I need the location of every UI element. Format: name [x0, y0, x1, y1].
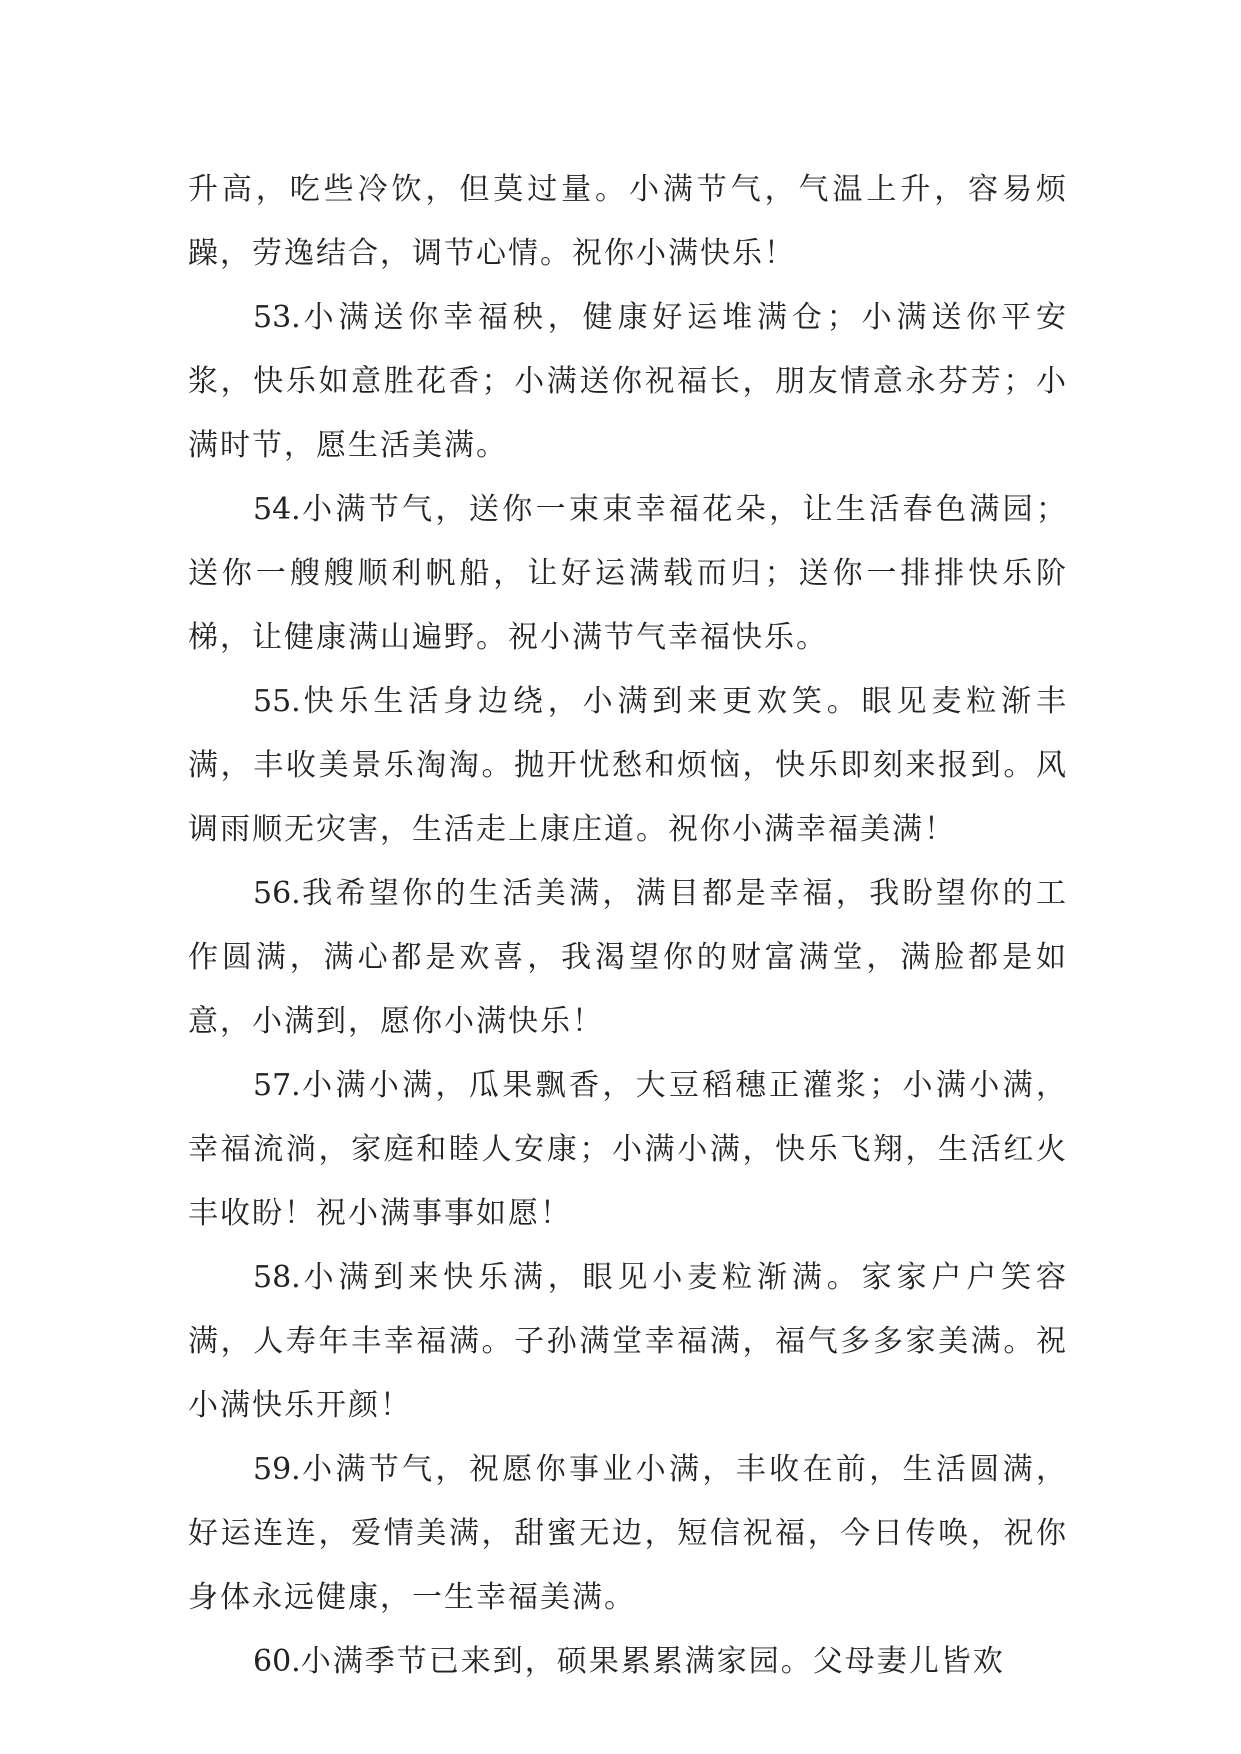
- paragraph-55: [188, 670, 1068, 862]
- paragraph-number: 54.: [253, 492, 301, 527]
- paragraph-60: [188, 1630, 1068, 1694]
- paragraph-number: 53.: [253, 300, 301, 335]
- paragraph-56: [188, 862, 1068, 1054]
- paragraph-continued: [188, 158, 1068, 286]
- paragraph-text: 升高，吃些冷饮，但莫过量。小满节气，气温上升，容易烦躁，劳逸结合，调节心情。祝你小满快乐！: [188, 172, 1068, 271]
- paragraph-text: 我希望你的生活美满，满目都是幸福，我盼望你的工作圆满，满心都是欢喜，我渴望你的财富满堂，满脸都是如意，小满到，愿你小满快乐！: [188, 876, 1068, 1039]
- paragraph-number: 60.: [253, 1644, 301, 1679]
- paragraph-59: [188, 1438, 1068, 1630]
- paragraph-text: 小满节气，送你一束束幸福花朵，让生活春色满园；送你一艘艘顺利帆船，让好运满载而归；送你一排排快乐阶梯，让健康满山遍野。祝小满节气幸福快乐。: [188, 492, 1068, 655]
- paragraph-57: [188, 1054, 1068, 1246]
- paragraph-text: 小满送你幸福秧，健康好运堆满仓；小满送你平安浆，快乐如意胜花香；小满送你祝福长，朋友情意永芬芳；小满时节，愿生活美满。: [188, 300, 1068, 463]
- paragraph-54: [188, 478, 1068, 670]
- paragraph-text: 小满节气，祝愿你事业小满，丰收在前，生活圆满，好运连连，爱情美满，甜蜜无边，短信祝福，今日传唤，祝你身体永远健康，一生幸福美满。: [188, 1452, 1068, 1615]
- paragraph-53: [188, 286, 1068, 478]
- paragraph-text: 小满季节已来到，硕果累累满家园。父母妻儿皆欢: [300, 1644, 1005, 1679]
- paragraph-number: 58.: [253, 1260, 301, 1295]
- paragraph-number: 57.: [253, 1068, 301, 1103]
- document-body: [188, 158, 1068, 1694]
- paragraph-number: 55.: [253, 684, 301, 719]
- paragraph-text: 快乐生活身边绕，小满到来更欢笑。眼见麦粒渐丰满，丰收美景乐淘淘。抛开忧愁和烦恼，快乐即刻来报到。风调雨顺无灾害，生活走上康庄道。祝你小满幸福美满！: [188, 684, 1068, 847]
- paragraph-number: 59.: [253, 1452, 301, 1487]
- paragraph-text: 小满到来快乐满，眼见小麦粒渐满。家家户户笑容满，人寿年丰幸福满。子孙满堂幸福满，福气多多家美满。祝小满快乐开颜！: [188, 1260, 1068, 1423]
- paragraph-58: [188, 1246, 1068, 1438]
- paragraph-text: 小满小满，瓜果飘香，大豆稻穗正灌浆；小满小满，幸福流淌，家庭和睦人安康；小满小满，快乐飞翔，生活红火丰收盼！祝小满事事如愿！: [188, 1068, 1068, 1231]
- paragraph-number: 56.: [253, 876, 301, 911]
